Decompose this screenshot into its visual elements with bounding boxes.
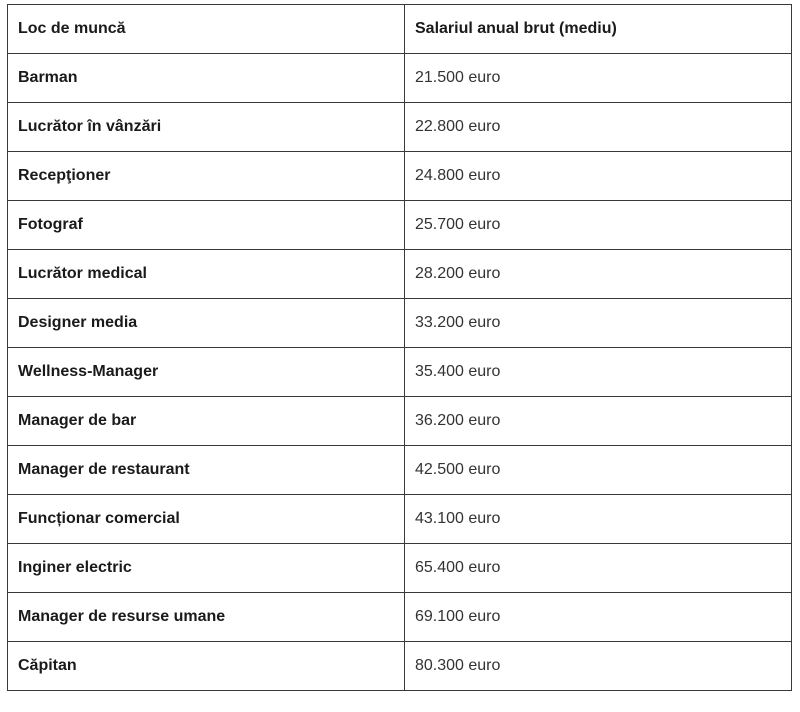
table-row xyxy=(8,495,792,544)
salary-table xyxy=(7,4,792,691)
job-title-cell: Wellness-Manager xyxy=(8,348,405,397)
salary-cell: 65.400 euro xyxy=(405,544,792,593)
salary-cell: 28.200 euro xyxy=(405,250,792,299)
table-header-row xyxy=(8,5,792,54)
salary-cell: 35.400 euro xyxy=(405,348,792,397)
salary-cell: 43.100 euro xyxy=(405,495,792,544)
salary-cell: 33.200 euro xyxy=(405,299,792,348)
salary-cell: 21.500 euro xyxy=(405,54,792,103)
job-title-cell: Lucrător în vânzări xyxy=(8,103,405,152)
salary-cell: 80.300 euro xyxy=(405,642,792,691)
table-row xyxy=(8,152,792,201)
table-row xyxy=(8,103,792,152)
table-row xyxy=(8,397,792,446)
salary-cell: 36.200 euro xyxy=(405,397,792,446)
job-title-cell: Căpitan xyxy=(8,642,405,691)
salary-cell: 42.500 euro xyxy=(405,446,792,495)
table-row xyxy=(8,348,792,397)
job-title-cell: Barman xyxy=(8,54,405,103)
job-title-cell: Lucrător medical xyxy=(8,250,405,299)
table-row xyxy=(8,446,792,495)
salary-cell: 24.800 euro xyxy=(405,152,792,201)
job-title-cell: Manager de bar xyxy=(8,397,405,446)
column-header-job: Loc de muncă xyxy=(8,5,405,54)
salary-cell: 69.100 euro xyxy=(405,593,792,642)
salary-cell: 22.800 euro xyxy=(405,103,792,152)
column-header-salary: Salariul anual brut (mediu) xyxy=(405,5,792,54)
job-title-cell: Manager de restaurant xyxy=(8,446,405,495)
job-title-cell: Fotograf xyxy=(8,201,405,250)
job-title-cell: Funcționar comercial xyxy=(8,495,405,544)
job-title-cell: Designer media xyxy=(8,299,405,348)
table-row xyxy=(8,54,792,103)
salary-cell: 25.700 euro xyxy=(405,201,792,250)
table-row xyxy=(8,544,792,593)
table-row xyxy=(8,250,792,299)
job-title-cell: Inginer electric xyxy=(8,544,405,593)
table-row xyxy=(8,593,792,642)
table-row xyxy=(8,201,792,250)
job-title-cell: Manager de resurse umane xyxy=(8,593,405,642)
job-title-cell: Recepţioner xyxy=(8,152,405,201)
table-row xyxy=(8,642,792,691)
table-row xyxy=(8,299,792,348)
